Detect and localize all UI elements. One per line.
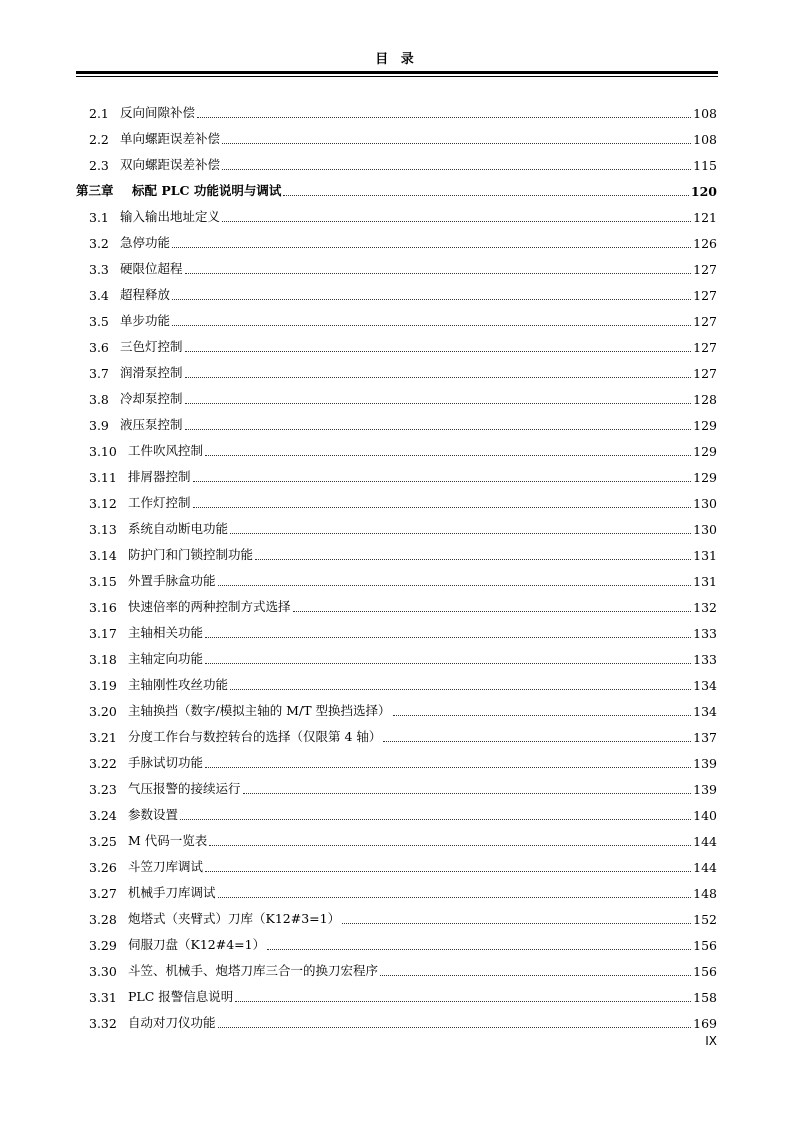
toc-entry-page: 120 <box>690 184 717 199</box>
toc-entry-number: 3.10 <box>89 444 117 459</box>
header-rule-thin <box>76 76 718 77</box>
toc-entry-number: 3.20 <box>89 704 117 719</box>
toc-entry-number: 3.17 <box>89 626 117 641</box>
toc-entry-page: 156 <box>693 938 717 953</box>
toc-section-row[interactable] <box>0 329 793 355</box>
toc-entry-number: 2.1 <box>89 106 109 121</box>
toc-entry-title: 斗笠、机械手、炮塔刀库三合一的换刀宏程序 <box>128 963 379 978</box>
toc-entry-number: 3.25 <box>89 834 117 849</box>
toc-entry-number: 2.2 <box>89 132 109 147</box>
toc-dot-leader <box>342 922 691 924</box>
toc-section-row[interactable] <box>0 823 793 849</box>
toc-entry-page: 129 <box>693 444 717 459</box>
toc-entry-number: 3.5 <box>89 314 109 329</box>
toc-entry-page: 108 <box>693 106 717 121</box>
toc-dot-leader <box>172 324 691 326</box>
toc-section-row[interactable] <box>0 407 793 433</box>
toc-entry-page: 127 <box>693 314 717 329</box>
toc-dot-leader <box>283 194 689 196</box>
toc-entry-page: 131 <box>693 574 717 589</box>
toc-section-row[interactable] <box>0 745 793 771</box>
toc-entry-number: 3.2 <box>89 236 109 251</box>
toc-chapter-row[interactable] <box>0 173 793 199</box>
toc-entry-title: 分度工作台与数控转台的选择（仅限第 4 轴） <box>128 729 382 744</box>
toc-entry-number: 3.13 <box>89 522 117 537</box>
toc-entry-number: 3.32 <box>89 1016 117 1031</box>
toc-entry-title: 标配 PLC 功能说明与调试 <box>132 183 282 198</box>
toc-entry-page: 139 <box>693 756 717 771</box>
toc-entry-number: 3.12 <box>89 496 117 511</box>
toc-entry-page: 127 <box>693 288 717 303</box>
toc-entry-title: 反向间隙补偿 <box>120 105 196 120</box>
toc-entry-page: 156 <box>693 964 717 979</box>
toc-entry-title: 快速倍率的两种控制方式选择 <box>128 599 291 614</box>
toc-section-row[interactable] <box>0 875 793 901</box>
toc-dot-leader <box>193 506 692 508</box>
toc-dot-leader <box>180 818 691 820</box>
toc-dot-leader <box>205 636 691 638</box>
toc-section-row[interactable] <box>0 511 793 537</box>
toc-entry-title: 主轴定向功能 <box>128 651 204 666</box>
toc-entry-number: 3.29 <box>89 938 117 953</box>
toc-entry-title: 单步功能 <box>120 313 171 328</box>
toc-section-row[interactable] <box>0 1005 793 1031</box>
toc-entry-number: 3.7 <box>89 366 109 381</box>
page-header-title: 目 录 <box>375 52 418 67</box>
toc-entry-title: 双向螺距误差补偿 <box>120 157 221 172</box>
toc-entry-number: 第三章 <box>76 183 114 198</box>
toc-entry-title: 冷却泵控制 <box>120 391 183 406</box>
toc-entry-title: 主轴相关功能 <box>128 625 204 640</box>
toc-dot-leader <box>185 272 692 274</box>
toc-section-row[interactable] <box>0 147 793 173</box>
toc-entry-title: 防护门和门锁控制功能 <box>128 547 254 562</box>
toc-section-row[interactable] <box>0 953 793 979</box>
toc-entry-number: 3.22 <box>89 756 117 771</box>
toc-entry-number: 3.30 <box>89 964 117 979</box>
toc-entry-page: 140 <box>693 808 717 823</box>
toc-entry-number: 3.24 <box>89 808 117 823</box>
toc-section-row[interactable] <box>0 979 793 1005</box>
toc-entry-title: 输入输出地址定义 <box>120 209 221 224</box>
toc-entry-number: 3.18 <box>89 652 117 667</box>
toc-entry-number: 3.14 <box>89 548 117 563</box>
toc-section-row[interactable] <box>0 615 793 641</box>
header-rule-thick <box>76 71 718 74</box>
toc-entry-title: PLC 报警信息说明 <box>128 989 234 1004</box>
toc-dot-leader <box>185 428 692 430</box>
toc-entry-number: 3.16 <box>89 600 117 615</box>
toc-section-row[interactable] <box>0 849 793 875</box>
toc-dot-leader <box>205 662 691 664</box>
toc-entry-page: 131 <box>693 548 717 563</box>
toc-section-row[interactable] <box>0 95 793 121</box>
toc-dot-leader <box>393 714 692 716</box>
toc-section-row[interactable] <box>0 589 793 615</box>
toc-entry-title: 急停功能 <box>120 235 171 250</box>
toc-entry-title: 机械手刀库调试 <box>128 885 216 900</box>
toc-section-row[interactable] <box>0 563 793 589</box>
toc-dot-leader <box>209 844 691 846</box>
toc-dot-leader <box>235 1000 691 1002</box>
toc-entry-title: 三色灯控制 <box>120 339 183 354</box>
toc-entry-title: 主轴刚性攻丝功能 <box>128 677 229 692</box>
toc-section-row[interactable] <box>0 303 793 329</box>
toc-entry-page: 130 <box>693 522 717 537</box>
toc-dot-leader <box>172 298 691 300</box>
toc-dot-leader <box>205 870 691 872</box>
toc-entry-number: 3.9 <box>89 418 109 433</box>
toc-section-row[interactable] <box>0 225 793 251</box>
toc-dot-leader <box>205 454 691 456</box>
toc-entry-page: 148 <box>693 886 717 901</box>
toc-entry-page: 132 <box>693 600 717 615</box>
toc-dot-leader <box>243 792 692 794</box>
toc-section-row[interactable] <box>0 901 793 927</box>
toc-dot-leader <box>380 974 691 976</box>
toc-entry-number: 3.21 <box>89 730 117 745</box>
toc-entry-page: 158 <box>693 990 717 1005</box>
toc-section-row[interactable] <box>0 121 793 147</box>
toc-entry-title: 工件吹风控制 <box>128 443 204 458</box>
toc-entry-number: 3.27 <box>89 886 117 901</box>
toc-entry-title: 润滑泵控制 <box>120 365 183 380</box>
toc-section-row[interactable] <box>0 719 793 745</box>
toc-section-row[interactable] <box>0 381 793 407</box>
toc-entry-number: 3.31 <box>89 990 117 1005</box>
toc-entry-number: 3.8 <box>89 392 109 407</box>
toc-entry-page: 127 <box>693 340 717 355</box>
toc-entry-page: 127 <box>693 366 717 381</box>
toc-entry-page: 108 <box>693 132 717 147</box>
toc-section-row[interactable] <box>0 771 793 797</box>
toc-entry-number: 3.23 <box>89 782 117 797</box>
toc-section-row[interactable] <box>0 927 793 953</box>
toc-entry-number: 3.3 <box>89 262 109 277</box>
toc-entry-number: 3.11 <box>89 470 117 485</box>
toc-dot-leader <box>218 1026 692 1028</box>
toc-entry-title: M 代码一览表 <box>128 833 208 848</box>
toc-dot-leader <box>222 142 691 144</box>
toc-section-row[interactable] <box>0 797 793 823</box>
toc-entry-page: 129 <box>693 470 717 485</box>
toc-entry-title: 手脉试切功能 <box>128 755 204 770</box>
toc-entry-number: 3.19 <box>89 678 117 693</box>
toc-section-row[interactable] <box>0 251 793 277</box>
toc-entry-number: 3.1 <box>89 210 109 225</box>
toc-dot-leader <box>185 402 692 404</box>
toc-dot-leader <box>185 376 692 378</box>
toc-entry-title: 超程释放 <box>120 287 171 302</box>
toc-entry-title: 外置手脉盒功能 <box>128 573 216 588</box>
toc-entry-title: 参数设置 <box>128 807 179 822</box>
toc-entry-page: 133 <box>693 626 717 641</box>
toc-entry-title: 炮塔式（夹臂式）刀库（K12#3=1） <box>128 911 341 926</box>
toc-dot-leader <box>230 532 691 534</box>
toc-entry-title: 工作灯控制 <box>128 495 191 510</box>
toc-dot-leader <box>172 246 691 248</box>
toc-section-row[interactable] <box>0 433 793 459</box>
toc-dot-leader <box>222 220 691 222</box>
toc-entry-page: 152 <box>693 912 717 927</box>
toc-section-row[interactable] <box>0 199 793 225</box>
toc-entry-page: 130 <box>693 496 717 511</box>
toc-section-row[interactable] <box>0 537 793 563</box>
toc-entry-page: 129 <box>693 418 717 433</box>
toc-entry-title: 单向螺距误差补偿 <box>120 131 221 146</box>
page-number: IX <box>705 1034 717 1048</box>
toc-dot-leader <box>255 558 691 560</box>
toc-dot-leader <box>185 350 692 352</box>
toc-section-row[interactable] <box>0 693 793 719</box>
toc-entry-page: 144 <box>693 860 717 875</box>
toc-entry-number: 3.28 <box>89 912 117 927</box>
toc-entry-page: 121 <box>693 210 717 225</box>
toc-dot-leader <box>230 688 691 690</box>
toc-entry-page: 139 <box>693 782 717 797</box>
toc-entry-number: 3.6 <box>89 340 109 355</box>
toc-entry-title: 气压报警的接续运行 <box>128 781 241 796</box>
toc-entry-title: 伺服刀盘（K12#4=1） <box>128 937 266 952</box>
toc-section-row[interactable] <box>0 277 793 303</box>
toc-entry-title: 斗笠刀库调试 <box>128 859 204 874</box>
toc-section-row[interactable] <box>0 459 793 485</box>
toc-entry-title: 硬限位超程 <box>120 261 183 276</box>
toc-dot-leader <box>293 610 692 612</box>
toc-entry-page: 137 <box>693 730 717 745</box>
toc-entry-page: 126 <box>693 236 717 251</box>
toc-entry-page: 128 <box>693 392 717 407</box>
toc-entry-page: 127 <box>693 262 717 277</box>
toc-entry-number: 2.3 <box>89 158 109 173</box>
toc-entry-page: 134 <box>693 704 717 719</box>
toc-entry-title: 排屑器控制 <box>128 469 191 484</box>
toc-dot-leader <box>218 584 692 586</box>
toc-entry-page: 169 <box>693 1016 717 1031</box>
toc-entry-title: 主轴换挡（数字/模拟主轴的 M/T 型换挡选择） <box>128 703 391 718</box>
toc-dot-leader <box>218 896 692 898</box>
toc-section-row[interactable] <box>0 667 793 693</box>
toc-entry-number: 3.15 <box>89 574 117 589</box>
toc-entry-title: 系统自动断电功能 <box>128 521 229 536</box>
toc-entry-number: 3.26 <box>89 860 117 875</box>
toc-dot-leader <box>205 766 691 768</box>
toc-section-row[interactable] <box>0 355 793 381</box>
toc-entry-title: 液压泵控制 <box>120 417 183 432</box>
toc-dot-leader <box>267 948 691 950</box>
toc-entry-title: 自动对刀仪功能 <box>128 1015 216 1030</box>
toc-section-row[interactable] <box>0 485 793 511</box>
toc-dot-leader <box>222 168 691 170</box>
toc-dot-leader <box>383 740 691 742</box>
toc-section-row[interactable] <box>0 641 793 667</box>
toc-entry-page: 134 <box>693 678 717 693</box>
toc-dot-leader <box>193 480 692 482</box>
toc-entry-page: 133 <box>693 652 717 667</box>
toc-entry-number: 3.4 <box>89 288 109 303</box>
toc-entry-page: 115 <box>693 158 717 173</box>
toc-dot-leader <box>197 116 691 118</box>
toc-entry-page: 144 <box>693 834 717 849</box>
